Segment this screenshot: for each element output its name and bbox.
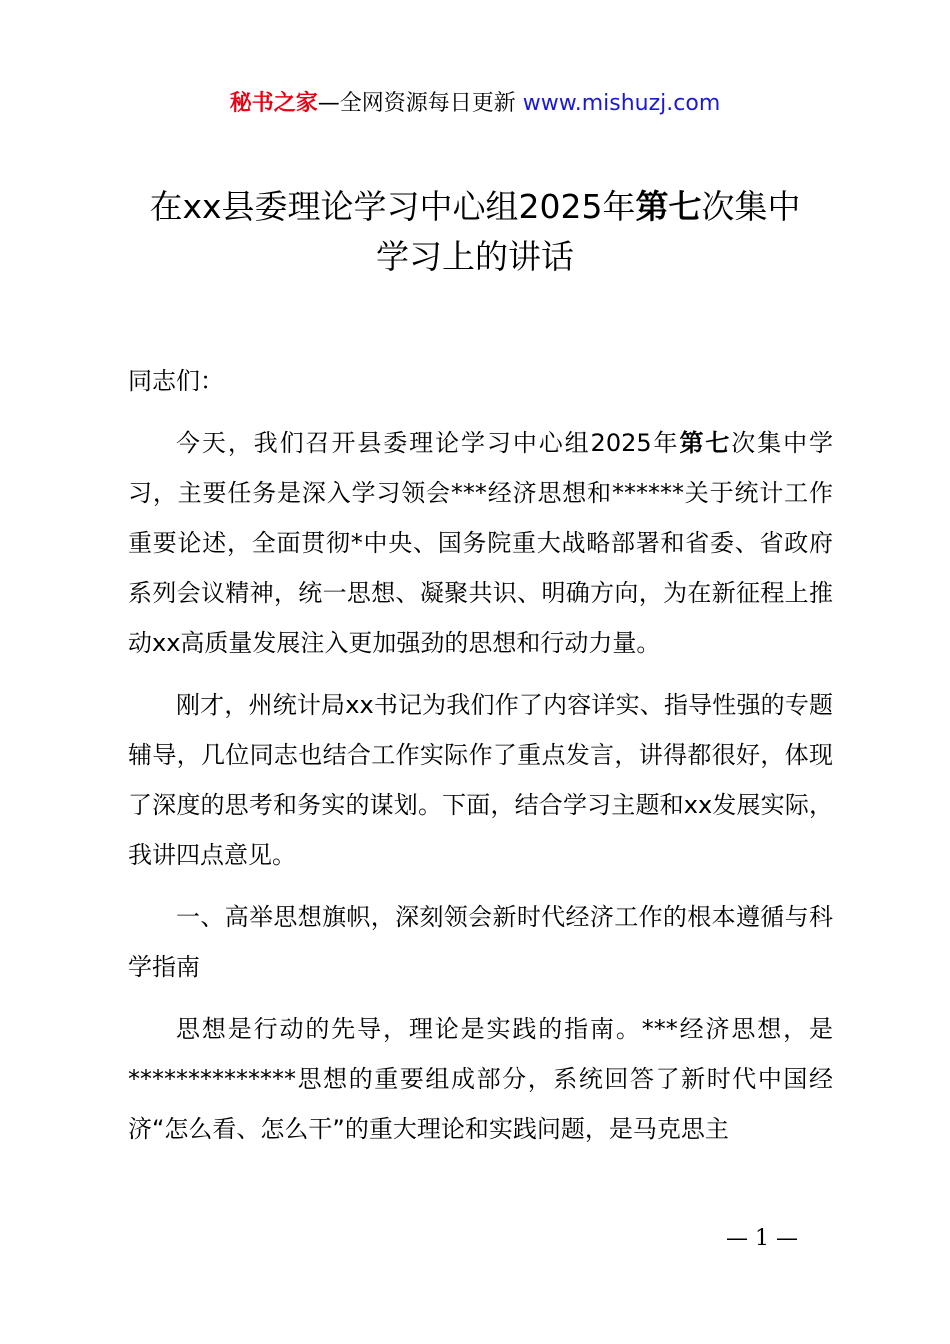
title-text-bold: 第七 (635, 187, 702, 226)
paragraph-section-1: 思想是行动的先导，理论是实践的指南。***经济思想，是**************思想的重要组成部分，系统回答了新时代中国经济“怎么看、怎么干”的重大理论和实践问题，是马克思主 (128, 1015, 833, 1143)
paragraph-intro-a: 今天，我们召开县委理论学习中心组2025年 (176, 429, 680, 457)
title-line-1 (100, 182, 850, 232)
document-body (128, 356, 833, 1166)
title-text-a: 在xx县委理论学习中心组2025年 (149, 187, 636, 226)
section-heading-1: 一、高举思想旗帜，深刻领会新时代经济工作的根本遵循与科学指南 (128, 903, 833, 981)
paragraph-intro-c: 次集中学习，主要任务是深入学习领会***经济思想和******关于统计工作重要论述，全面贯彻*中央、国务院重大战略部署和省委、省政府系列会议精神，统一思想、凝聚共识、明确方向，为在新征程上推动xx高质量发展注入更加强劲的思想和行动力量。 (128, 429, 834, 657)
document-title (100, 182, 850, 282)
paragraph-context: 刚才，州统计局xx书记为我们作了内容详实、指导性强的专题辅导，几位同志也结合工作实际作了重点发言，讲得都很好，体现了深度的思考和务实的谋划。下面，结合学习主题和xx发展实际，我讲四点意见。 (128, 691, 833, 869)
title-line-2: 学习上的讲话 (376, 237, 574, 276)
paragraph-intro (128, 418, 833, 668)
paragraph-intro-bold: 第七 (679, 429, 732, 457)
site-brand: 秘书之家 (229, 91, 318, 116)
site-tagline: —全网资源每日更新 (317, 91, 516, 116)
title-text-c: 次集中 (701, 187, 801, 226)
site-url-link[interactable]: www.mishuzj.com (522, 91, 721, 116)
greeting: 同志们： (128, 367, 224, 395)
page-number: — 1 — (726, 1226, 798, 1251)
site-header (0, 86, 950, 122)
